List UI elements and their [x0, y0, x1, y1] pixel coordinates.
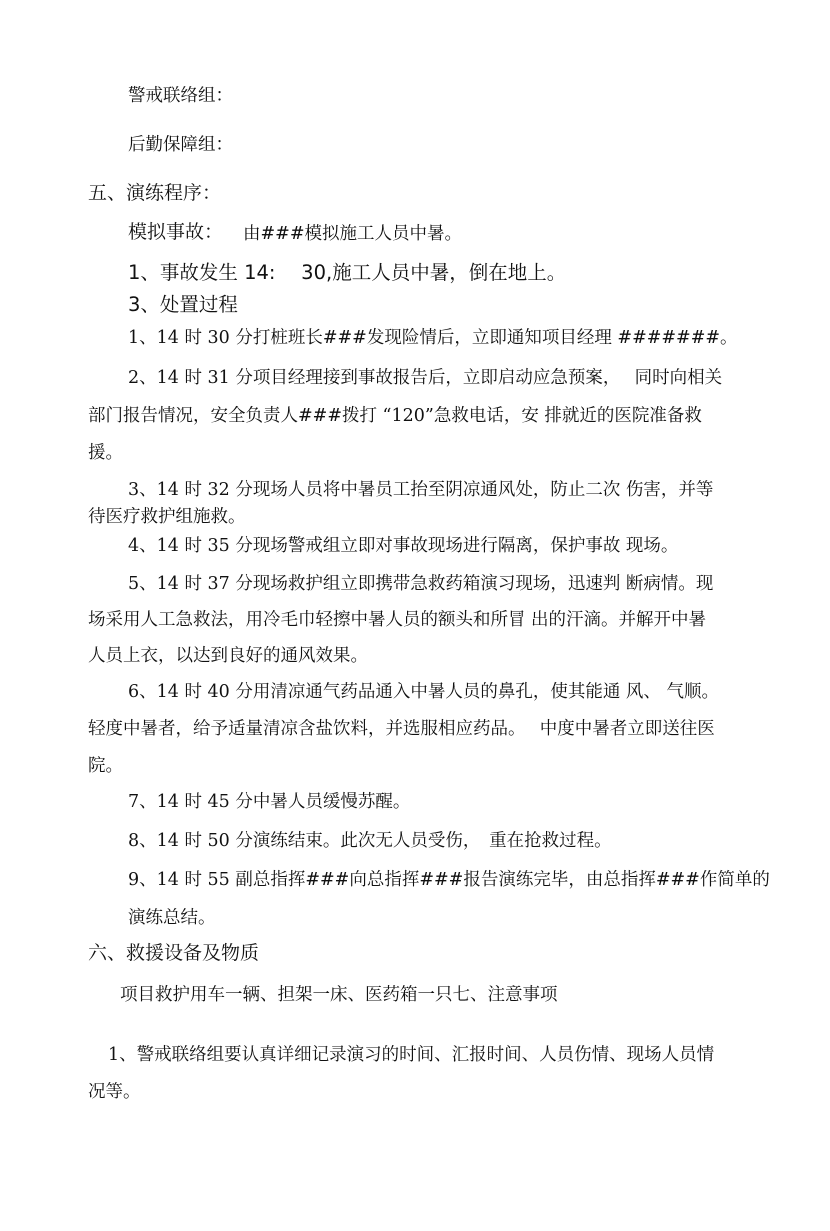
- equipment-line: 项目救护用车一辆、担架一床、医药箱一只七、注意事项: [120, 985, 558, 1005]
- step-2-line-3: 援。: [88, 443, 123, 463]
- step-5-line-1: 5、14 时 37 分现场救护组立即携带急救药箱演习现场，迅速判 断病情。现: [128, 574, 714, 594]
- note-1-line-1: 1、警戒联络组要认真详细记录演习的时间、汇报时间、人员伤情、现场人员情: [108, 1045, 715, 1065]
- handling-process-heading: 3、处置过程: [128, 293, 238, 316]
- logistics-group-line: 后勤保障组：: [128, 135, 233, 155]
- step-6-line-1: 6、14 时 40 分用清凉通气药品通入中暑人员的鼻孔，使其能通 风、 气顺。: [128, 682, 719, 702]
- step-5-line-2: 场采用人工急救法，用冷毛巾轻擦中暑人员的额头和所冒 出的汗滴。并解开中暑: [88, 610, 707, 630]
- section-5-heading: 五、演练程序：: [88, 182, 222, 204]
- step-2-line-1: 2、14 时 31 分项目经理接到事故报告后，立即启动应急预案， 同时向相关: [128, 368, 723, 388]
- section-6-heading: 六、救援设备及物质: [88, 942, 260, 964]
- simulated-accident-label: 模拟事故：: [128, 221, 224, 243]
- step-9-line-2: 演练总结。: [128, 908, 216, 928]
- step-6-line-3: 院。: [88, 756, 123, 776]
- step-1-line: 1、14 时 30 分打桩班长###发现险情后，立即通知项目经理 #######。: [128, 328, 738, 348]
- step-7-line: 7、14 时 45 分中暑人员缓慢苏醒。: [128, 792, 411, 812]
- note-1-line-2: 况等。: [88, 1082, 141, 1102]
- step-9-line-1: 9、14 时 55 副总指挥###向总指挥###报告演练完毕，由总指挥###作简单的: [128, 870, 770, 890]
- simulated-accident-text: 由###模拟施工人员中暑。: [243, 224, 462, 244]
- step-6-line-2: 轻度中暑者，给予适量清凉含盐饮料，并选服相应药品。 中度中暑者立即送往医: [88, 719, 715, 739]
- alert-liaison-group-line: 警戒联络组：: [128, 86, 233, 106]
- step-3-line-2: 待医疗救护组施救。: [88, 507, 246, 527]
- step-8-line: 8、14 时 50 分演练结束。此次无人员受伤， 重在抢救过程。: [128, 831, 612, 851]
- step-3-line-1: 3、14 时 32 分现场人员将中暑员工抬至阴凉通风处，防止二次 伤害，并等: [128, 480, 714, 500]
- accident-occurrence-line: 1、事故发生 14: 30,施工人员中暑，倒在地上。: [128, 261, 567, 284]
- step-4-line: 4、14 时 35 分现场警戒组立即对事故现场进行隔离，保护事故 现场。: [128, 536, 679, 556]
- step-5-line-3: 人员上衣，以达到良好的通风效果。: [88, 646, 368, 666]
- step-2-line-2: 部门报告情况，安全负责人###拨打 “120”急救电话，安 排就近的医院准备救: [88, 406, 702, 426]
